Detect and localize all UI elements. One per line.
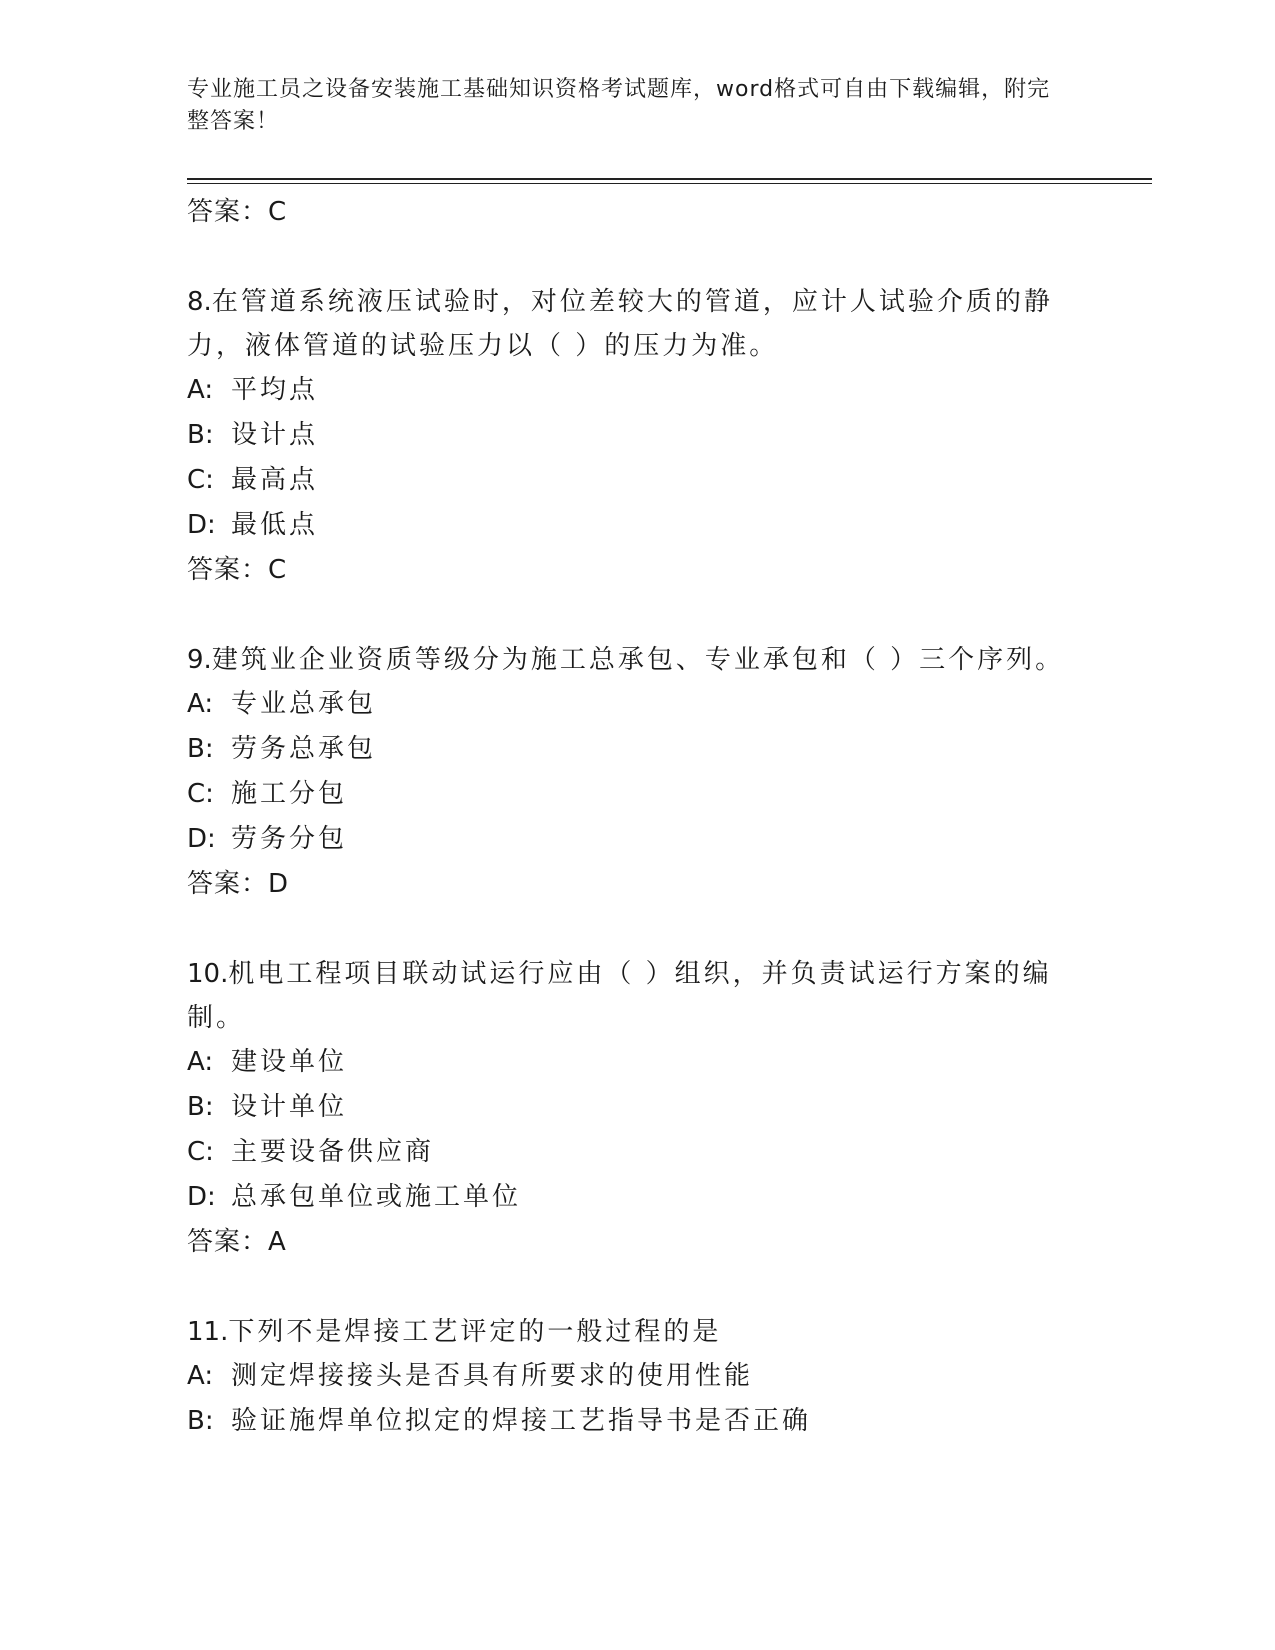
question-answer: 答案：D (187, 869, 290, 899)
option-text: 测定焊接接头是否具有所要求的使用性能 (231, 1361, 754, 1391)
question-text: 建筑业企业资质等级分为施工总承包、专业承包和（ ）三个序列。 (211, 645, 1065, 675)
option-key: B: (187, 734, 214, 764)
previous-question-answer: 答案：C (187, 197, 288, 227)
header-divider-thick (187, 178, 1152, 180)
option-text: 专业总承包 (231, 689, 377, 719)
question-number: 9. (187, 645, 212, 675)
question-item (187, 280, 1067, 592)
option-key: D: (187, 824, 216, 854)
option-b (187, 1085, 1067, 1130)
option-text: 总承包单位或施工单位 (231, 1182, 522, 1212)
option-text: 最低点 (231, 510, 319, 540)
option-b (187, 413, 1067, 458)
question-stem (187, 1310, 1067, 1354)
option-text: 最高点 (231, 465, 319, 495)
option-key: C: (187, 1137, 214, 1167)
option-d (187, 1175, 1067, 1220)
option-a (187, 1354, 1067, 1399)
question-number: 11. (187, 1317, 229, 1347)
question-stem (187, 638, 1067, 682)
option-d (187, 503, 1067, 548)
option-b (187, 727, 1067, 772)
question-answer: 答案：A (187, 1227, 287, 1257)
question-number: 8. (187, 287, 212, 317)
question-answer: 答案：C (187, 555, 288, 585)
option-key: B: (187, 1092, 214, 1122)
question-text: 下列不是焊接工艺评定的一般过程的是 (228, 1317, 722, 1347)
option-text: 建设单位 (231, 1047, 348, 1077)
option-c (187, 458, 1067, 503)
question-stem (187, 280, 1067, 368)
option-text: 劳务总承包 (231, 734, 377, 764)
option-key: D: (187, 510, 216, 540)
option-b (187, 1399, 1067, 1444)
option-text: 主要设备供应商 (231, 1137, 435, 1167)
option-text: 劳务分包 (231, 824, 348, 854)
option-key: A: (187, 375, 214, 405)
option-text: 平均点 (231, 375, 319, 405)
option-key: C: (187, 465, 214, 495)
option-text: 设计单位 (231, 1092, 348, 1122)
header-divider-thin (187, 183, 1152, 184)
option-c (187, 772, 1067, 817)
option-key: A: (187, 689, 214, 719)
option-key: D: (187, 1182, 216, 1212)
option-c (187, 1130, 1067, 1175)
option-a (187, 1040, 1067, 1085)
option-a (187, 368, 1067, 413)
option-key: A: (187, 1361, 214, 1391)
question-text: 机电工程项目联动试运行应由（ ）组织，并负责试运行方案的编制。 (187, 959, 1052, 1033)
option-key: C: (187, 779, 214, 809)
option-key: A: (187, 1047, 214, 1077)
option-key: B: (187, 420, 214, 450)
option-text: 施工分包 (231, 779, 348, 809)
option-text: 设计点 (231, 420, 319, 450)
option-text: 验证施焊单位拟定的焊接工艺指导书是否正确 (231, 1406, 812, 1436)
question-item (187, 952, 1067, 1264)
option-a (187, 682, 1067, 727)
question-item (187, 638, 1067, 906)
question-number: 10. (187, 959, 229, 989)
question-list (187, 190, 1067, 1444)
question-stem (187, 952, 1067, 1040)
option-key: B: (187, 1406, 214, 1436)
option-d (187, 817, 1067, 862)
question-text: 在管道系统液压试验时，对位差较大的管道，应计人试验介质的静力，液体管道的试验压力以（ ）的压力为准。 (187, 287, 1053, 361)
document-header-note: 专业施工员之设备安装施工基础知识资格考试题库，word格式可自由下载编辑，附完整答案！ (187, 77, 1051, 134)
question-item (187, 1310, 1067, 1444)
